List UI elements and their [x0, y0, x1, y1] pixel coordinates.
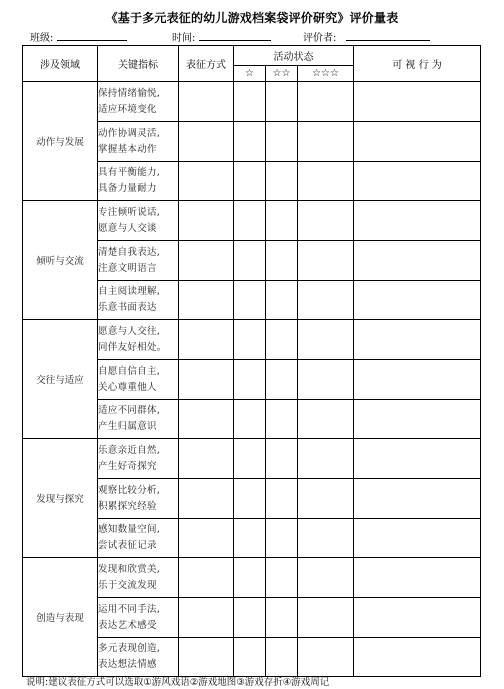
two-star-cell[interactable] — [266, 479, 298, 519]
method-cell[interactable] — [179, 479, 234, 519]
two-star-cell[interactable] — [266, 241, 298, 281]
header-one-star: ☆ — [234, 66, 266, 82]
method-cell[interactable] — [179, 281, 234, 320]
table-row — [23, 558, 481, 598]
method-cell[interactable] — [179, 439, 234, 479]
two-star-cell[interactable] — [266, 400, 298, 439]
behavior-cell[interactable] — [354, 479, 481, 519]
behavior-cell[interactable] — [354, 281, 481, 320]
behavior-cell[interactable] — [354, 360, 481, 400]
indicator-line: 自主阅读理解, — [98, 286, 161, 297]
three-star-cell[interactable] — [298, 519, 354, 558]
footer-note: 说明:建议表征方式可以选取①游风戏语②游戏地图③游戏存折④游戏周记 — [26, 677, 330, 688]
two-star-cell[interactable] — [266, 82, 298, 122]
indicator-line: 多元表现创造, — [98, 643, 161, 654]
header-domain: 涉及领域 — [23, 46, 98, 82]
indicator-line: 尝试表征记录 — [98, 540, 157, 551]
indicator-cell — [98, 479, 179, 519]
indicator-cell — [98, 519, 179, 558]
method-cell[interactable] — [179, 519, 234, 558]
indicator-line: 表达艺术感受 — [98, 619, 157, 631]
header-two-stars: ☆☆ — [266, 66, 298, 82]
two-star-cell[interactable] — [266, 558, 298, 598]
two-star-cell[interactable] — [266, 439, 298, 479]
table-row — [23, 439, 481, 479]
one-star-cell[interactable] — [234, 201, 266, 241]
two-star-cell[interactable] — [266, 122, 298, 162]
method-cell[interactable] — [179, 638, 234, 677]
indicator-line: 具备力量耐力 — [98, 183, 157, 194]
indicator-line: 具有平衡能力, — [98, 167, 161, 178]
header-method: 表征方式 — [179, 46, 234, 82]
method-cell[interactable] — [179, 558, 234, 598]
indicator-line: 观察比较分析, — [98, 484, 161, 496]
indicator-line: 感知数量空间, — [98, 524, 161, 535]
behavior-cell[interactable] — [354, 201, 481, 241]
three-star-cell[interactable] — [298, 439, 354, 479]
indicator-line: 清楚自我表达, — [98, 246, 161, 258]
page-title: 《基于多元表征的幼儿游戏档案袋评价研究》评价量表 — [105, 11, 399, 25]
indicator-cell — [98, 598, 179, 638]
indicator-line: 积累探究经验 — [98, 500, 157, 512]
indicator-line: 发现和欣赏美, — [98, 563, 161, 575]
one-star-cell[interactable] — [234, 558, 266, 598]
table-row — [23, 201, 481, 241]
one-star-cell[interactable] — [234, 281, 266, 320]
indicator-line: 乐于交流发现 — [98, 579, 157, 591]
indicator-cell — [98, 360, 179, 400]
indicator-line: 愿意与人交谈 — [98, 222, 157, 234]
indicator-cell — [98, 439, 179, 479]
class-field-line — [57, 40, 127, 41]
behavior-cell[interactable] — [354, 558, 481, 598]
time-field-line — [199, 40, 271, 41]
three-star-cell[interactable] — [298, 598, 354, 638]
one-star-cell[interactable] — [234, 519, 266, 558]
one-star-cell[interactable] — [234, 82, 266, 122]
one-star-cell[interactable] — [234, 638, 266, 677]
indicator-line: 掌握基本动作 — [98, 143, 157, 155]
behavior-cell[interactable] — [354, 598, 481, 638]
method-cell[interactable] — [179, 400, 234, 439]
behavior-cell[interactable] — [354, 320, 481, 360]
two-star-cell[interactable] — [266, 201, 298, 241]
class-label: 班级: — [30, 33, 54, 44]
indicator-cell — [98, 82, 179, 122]
indicator-line: 同伴友好相处。 — [98, 341, 167, 353]
indicator-cell — [98, 201, 179, 241]
method-cell[interactable] — [179, 122, 234, 162]
method-cell[interactable] — [179, 241, 234, 281]
indicator-line: 专注倾听说话, — [98, 206, 161, 218]
three-star-cell[interactable] — [298, 558, 354, 598]
three-star-cell[interactable] — [298, 400, 354, 439]
table-row — [23, 320, 481, 360]
domain-cell: 发现与探究 — [23, 439, 98, 558]
two-star-cell[interactable] — [266, 162, 298, 201]
table-row — [23, 82, 481, 122]
header-indicator: 关键指标 — [98, 46, 179, 82]
domain-cell: 交往与适应 — [23, 320, 98, 439]
evaluator-label: 评价者: — [303, 33, 337, 44]
header-visible-behavior: 可 视 行 为 — [354, 46, 481, 82]
three-star-cell[interactable] — [298, 122, 354, 162]
behavior-cell[interactable] — [354, 439, 481, 479]
evaluation-table — [22, 45, 481, 677]
header-three-stars: ☆☆☆ — [298, 66, 354, 82]
three-star-cell[interactable] — [298, 162, 354, 201]
indicator-cell — [98, 281, 179, 320]
indicator-line: 自愿自信自主, — [98, 365, 161, 377]
indicator-line: 乐意书面表达 — [98, 302, 157, 313]
indicator-cell — [98, 320, 179, 360]
one-star-cell[interactable] — [234, 122, 266, 162]
three-star-cell[interactable] — [298, 241, 354, 281]
indicator-line: 运用不同手法, — [98, 603, 161, 615]
indicator-cell — [98, 400, 179, 439]
indicator-line: 注意文明语言 — [98, 262, 157, 274]
two-star-cell[interactable] — [266, 519, 298, 558]
one-star-cell[interactable] — [234, 162, 266, 201]
two-star-cell[interactable] — [266, 281, 298, 320]
indicator-cell — [98, 558, 179, 598]
one-star-cell[interactable] — [234, 439, 266, 479]
three-star-cell[interactable] — [298, 201, 354, 241]
indicator-line: 乐意亲近自然, — [98, 444, 161, 456]
indicator-line: 产生好奇探究 — [98, 460, 157, 472]
method-cell[interactable] — [179, 82, 234, 122]
indicator-line: 愿意与人交往, — [98, 325, 161, 337]
evaluator-field-line — [346, 40, 430, 41]
indicator-line: 表达想法情感 — [98, 659, 157, 670]
three-star-cell[interactable] — [298, 82, 354, 122]
domain-cell: 动作与发展 — [23, 82, 98, 201]
indicator-cell — [98, 122, 179, 162]
three-star-cell[interactable] — [298, 360, 354, 400]
behavior-cell[interactable] — [354, 162, 481, 201]
indicator-line: 产生归属意识 — [98, 421, 157, 432]
indicator-line: 关心尊重他人 — [98, 381, 157, 393]
indicator-cell — [98, 638, 179, 677]
one-star-cell[interactable] — [234, 400, 266, 439]
two-star-cell[interactable] — [266, 598, 298, 638]
time-label: 时间: — [172, 33, 196, 44]
method-cell[interactable] — [179, 320, 234, 360]
one-star-cell[interactable] — [234, 479, 266, 519]
behavior-cell[interactable] — [354, 122, 481, 162]
behavior-cell[interactable] — [354, 519, 481, 558]
header-activity-status: 活动状态 — [234, 46, 354, 66]
method-cell[interactable] — [179, 360, 234, 400]
three-star-cell[interactable] — [298, 320, 354, 360]
method-cell[interactable] — [179, 598, 234, 638]
behavior-cell[interactable] — [354, 400, 481, 439]
three-star-cell[interactable] — [298, 479, 354, 519]
domain-cell: 创造与表现 — [23, 558, 98, 677]
two-star-cell[interactable] — [266, 320, 298, 360]
two-star-cell[interactable] — [266, 638, 298, 677]
one-star-cell[interactable] — [234, 320, 266, 360]
one-star-cell[interactable] — [234, 241, 266, 281]
indicator-line: 动作协调灵活, — [98, 127, 161, 139]
behavior-cell[interactable] — [354, 241, 481, 281]
indicator-line: 保持情绪愉悦, — [98, 87, 161, 99]
indicator-line: 适应环境变化 — [98, 103, 157, 115]
behavior-cell[interactable] — [354, 638, 481, 677]
indicator-cell — [98, 241, 179, 281]
domain-cell: 倾听与交流 — [23, 201, 98, 320]
indicator-cell — [98, 162, 179, 201]
one-star-cell[interactable] — [234, 598, 266, 638]
indicator-line: 适应不同群体, — [98, 405, 161, 416]
three-star-cell[interactable] — [298, 638, 354, 677]
two-star-cell[interactable] — [266, 360, 298, 400]
three-star-cell[interactable] — [298, 281, 354, 320]
behavior-cell[interactable] — [354, 82, 481, 122]
one-star-cell[interactable] — [234, 360, 266, 400]
method-cell[interactable] — [179, 162, 234, 201]
method-cell[interactable] — [179, 201, 234, 241]
